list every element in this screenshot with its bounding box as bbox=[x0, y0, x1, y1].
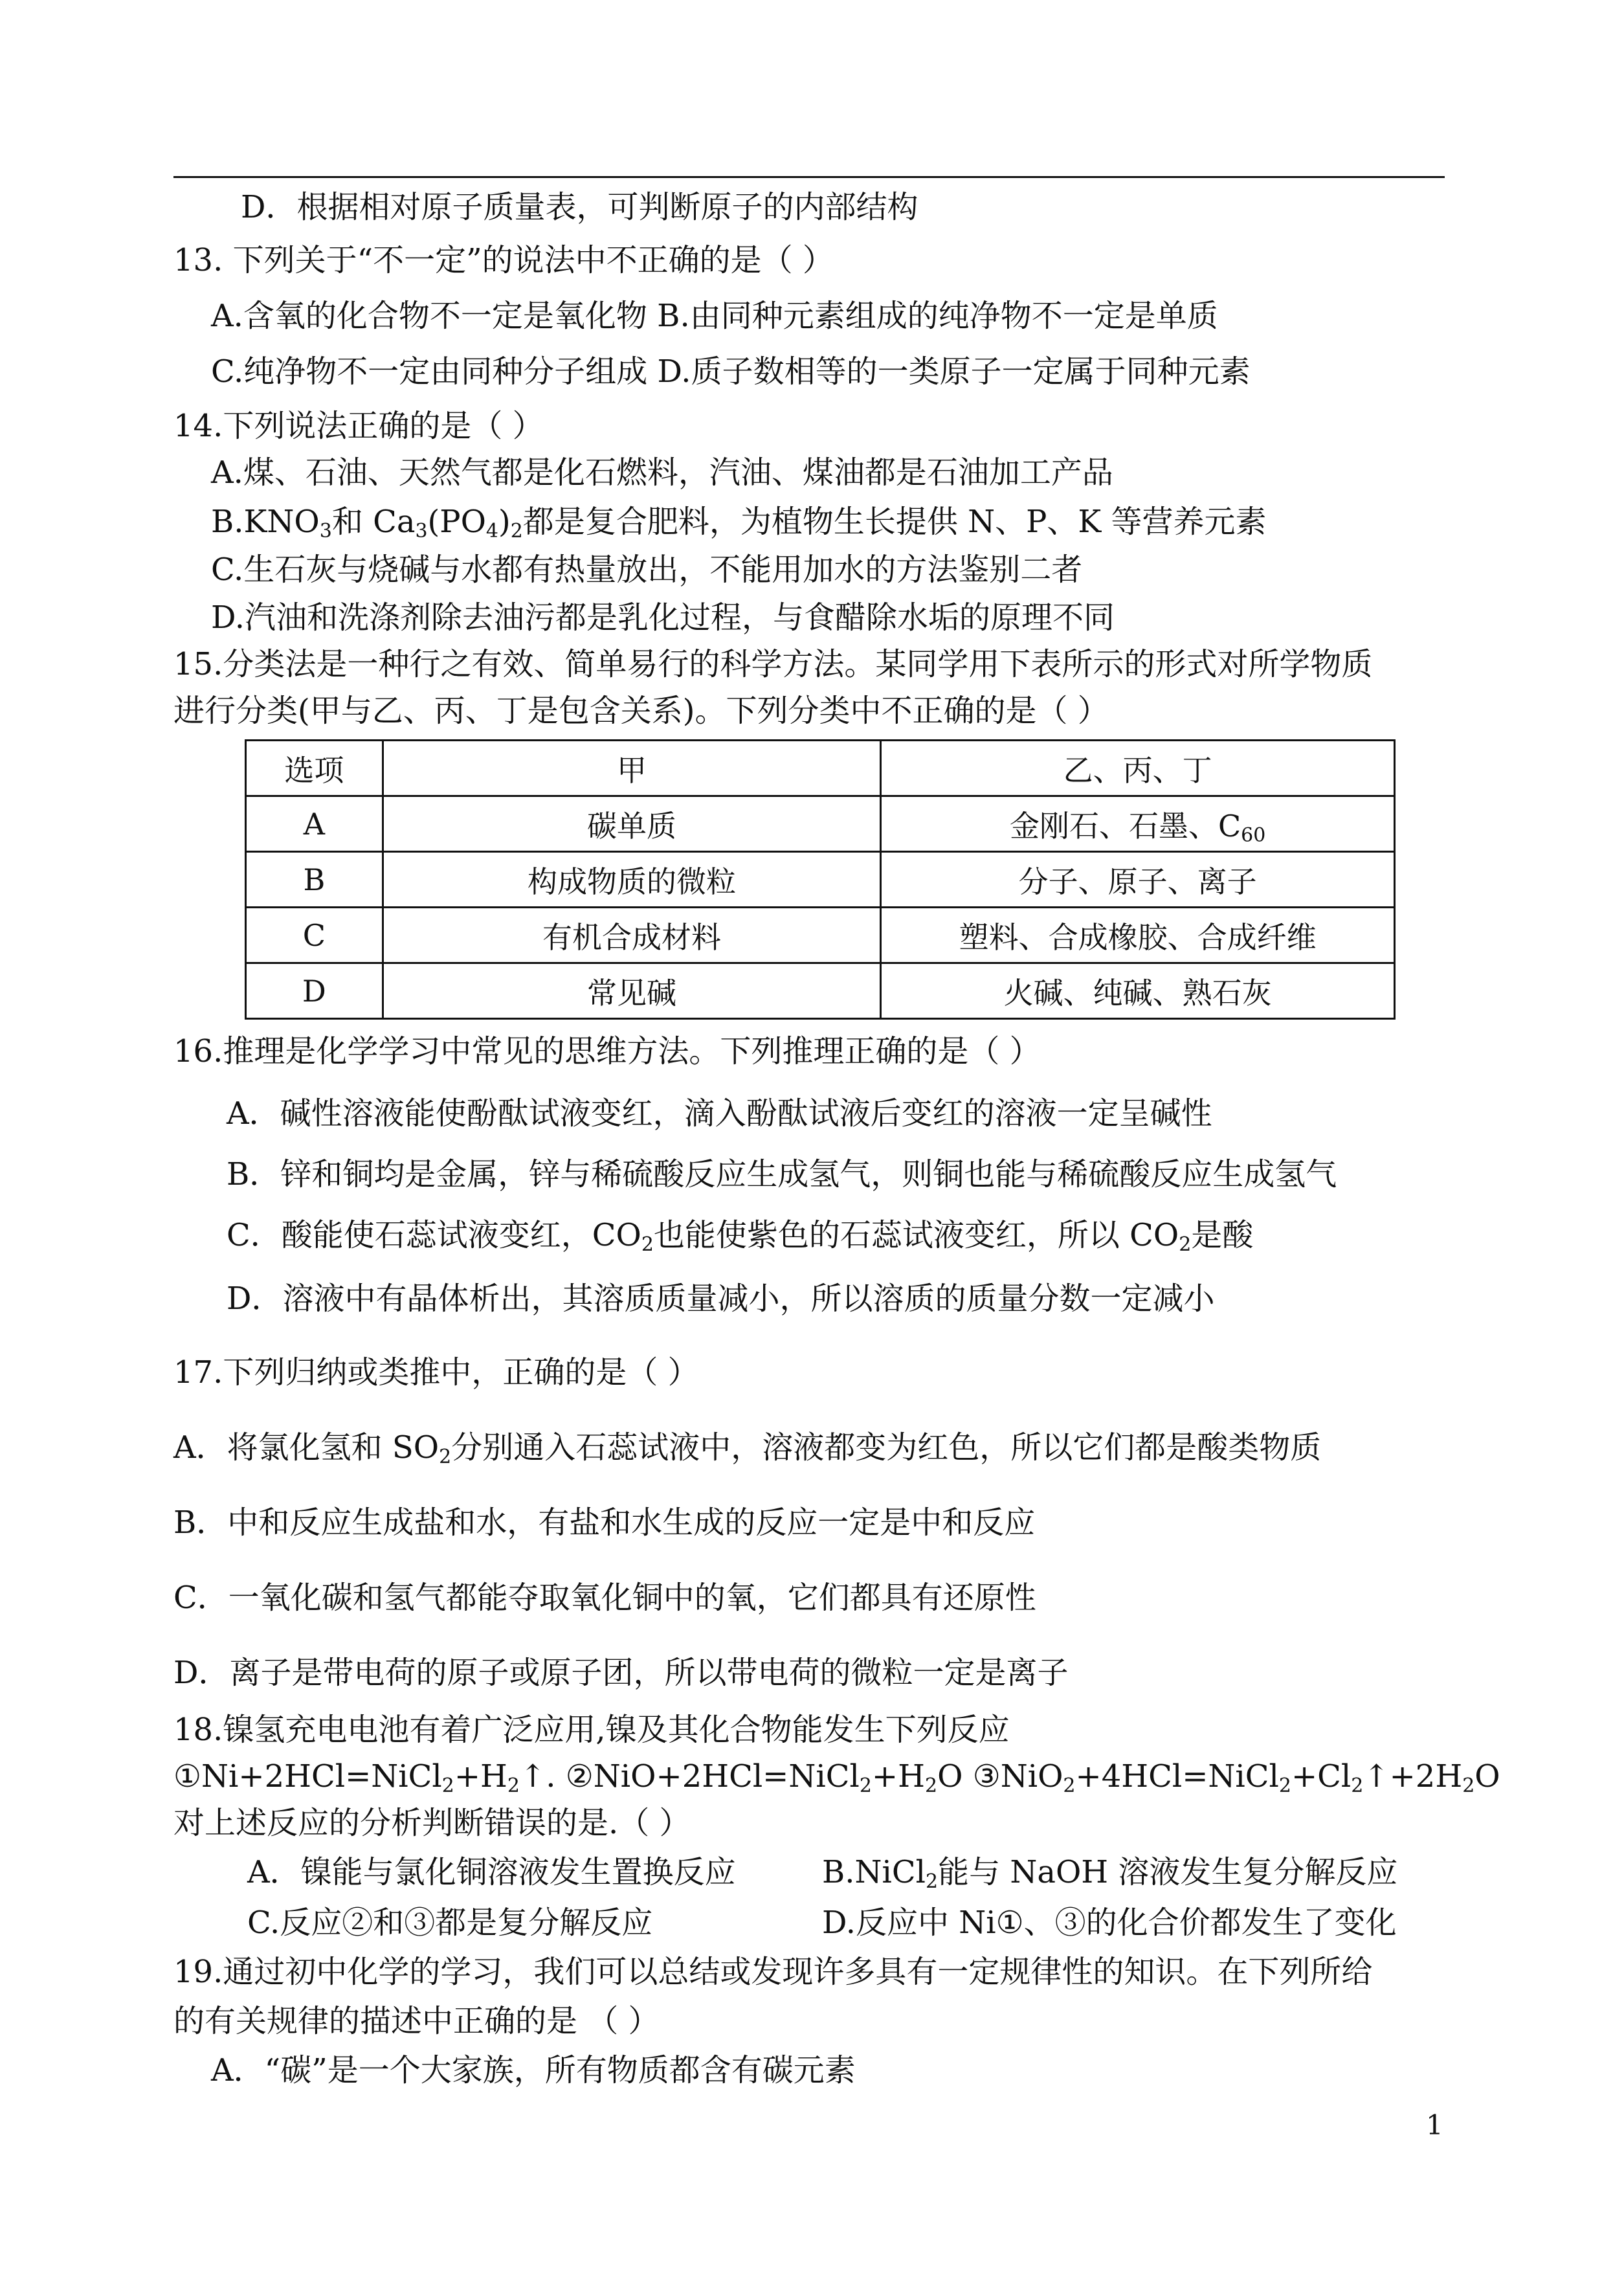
q17-option-c: C．一氧化碳和氢气都能夺取氧化铜中的氧，它们都具有还原性 bbox=[173, 1580, 1036, 1616]
table-cell-rest: 金刚石、石墨、$C_{60}$ bbox=[881, 796, 1395, 852]
table-cell-option: A bbox=[246, 796, 383, 852]
table-row bbox=[246, 852, 1395, 908]
q18-reactions: $①Ni+2HCl=NiCl_2+H_2↑$. $②NiO+2HCl=NiCl_2+H_2O$ $③NiO_2+4HCl=NiCl_2+Cl_2↑+2H_2O$ bbox=[173, 1758, 1500, 1797]
table-cell-jia: 常见碱 bbox=[383, 963, 881, 1019]
q19-option-a: A．“碳”是一个大家族，所有物质都含有碳元素 bbox=[211, 2052, 856, 2088]
q19-stem-line2: 的有关规律的描述中正确的是 （ ） bbox=[173, 2003, 660, 2039]
table-cell-rest: 分子、原子、离子 bbox=[881, 852, 1395, 908]
q16-option-d: D．溶液中有晶体析出，其溶质质量减小，所以溶质的质量分数一定减小 bbox=[227, 1281, 1215, 1317]
q18-option-b: B.NiCl$_2$能与 NaOH 溶液发生复分解反应 bbox=[822, 1854, 1398, 1893]
table-header-row bbox=[246, 741, 1395, 796]
q13-options-ab: A.含氧的化合物不一定是氧化物 B.由同种元素组成的纯净物不一定是单质 bbox=[211, 298, 1218, 334]
table-cell-jia: 有机合成材料 bbox=[383, 908, 881, 963]
table-cell-option: B bbox=[246, 852, 383, 908]
q12-option-d: D．根据相对原子质量表，可判断原子的内部结构 bbox=[241, 189, 918, 225]
table-header-option: 选项 bbox=[246, 741, 383, 796]
q15-stem-line2: 进行分类(甲与乙、丙、丁是包含关系)。下列分类中不正确的是（ ） bbox=[173, 693, 1109, 729]
table-cell-rest: 火碱、纯碱、熟石灰 bbox=[881, 963, 1395, 1019]
table-cell-option: C bbox=[246, 908, 383, 963]
classification-table bbox=[245, 739, 1396, 1020]
q18-option-d: D.反应中 Ni①、③的化合价都发生了变化 bbox=[822, 1905, 1397, 1941]
q17-option-a: A．将氯化氢和 $SO_2$分别通入石蕊试液中，溶液都变为红色，所以它们都是酸类物质 bbox=[173, 1429, 1322, 1468]
q16-option-a: A．碱性溶液能使酚酞试液变红，滴入酚酞试液后变红的溶液一定呈碱性 bbox=[227, 1095, 1212, 1132]
table-row bbox=[246, 963, 1395, 1019]
q13-options-cd: C.纯净物不一定由同种分子组成 D.质子数相等的一类原子一定属于同种元素 bbox=[211, 353, 1251, 390]
q18-option-c: C.反应②和③都是复分解反应 bbox=[247, 1905, 653, 1941]
q14-option-b: $B.KNO_3$和 $Ca_3(PO_4)_2$都是复合肥料，为植物生长提供 N、P、K 等营养元素 bbox=[211, 504, 1267, 542]
table-header-rest: 乙、丙、丁 bbox=[881, 741, 1395, 796]
header-rule bbox=[173, 176, 1445, 178]
q17-option-b: B．中和反应生成盐和水，有盐和水生成的反应一定是中和反应 bbox=[173, 1504, 1036, 1541]
table-header-jia: 甲 bbox=[383, 741, 881, 796]
q14-option-c: C.生石灰与烧碱与水都有热量放出，不能用加水的方法鉴别二者 bbox=[211, 552, 1083, 588]
q17-option-d: D．离子是带电荷的原子或原子团，所以带电荷的微粒一定是离子 bbox=[173, 1655, 1069, 1691]
q14-stem: 14.下列说法正确的是（ ） bbox=[173, 408, 544, 444]
q16-stem: 16.推理是化学学习中常见的思维方法。下列推理正确的是（ ） bbox=[173, 1033, 1041, 1069]
q15-stem-line1: 15.分类法是一种行之有效、简单易行的科学方法。某同学用下表所示的形式对所学物质 bbox=[173, 646, 1373, 682]
q13-stem: 13. 下列关于“不一定”的说法中不正确的是（ ） bbox=[173, 242, 834, 278]
q19-stem-line1: 19.通过初中化学的学习，我们可以总结或发现许多具有一定规律性的知识。在下列所给 bbox=[173, 1954, 1373, 1990]
table-cell-rest: 塑料、合成橡胶、合成纤维 bbox=[881, 908, 1395, 963]
q17-stem: 17.下列归纳或类推中，正确的是（ ） bbox=[173, 1354, 699, 1391]
q16-option-b: B．锌和铜均是金属，锌与稀硫酸反应生成氢气，则铜也能与稀硫酸反应生成氢气 bbox=[227, 1156, 1337, 1192]
table-cell-jia: 碳单质 bbox=[383, 796, 881, 852]
q14-option-a: A.煤、石油、天然气都是化石燃料，汽油、煤油都是石油加工产品 bbox=[211, 454, 1113, 491]
q18-stem: 18.镍氢充电电池有着广泛应用,镍及其化合物能发生下列反应 bbox=[173, 1712, 1010, 1748]
q18-option-a: A．镍能与氯化铜溶液发生置换反应 bbox=[247, 1854, 736, 1890]
q18-judgement: 对上述反应的分析判断错误的是.（ ） bbox=[173, 1805, 691, 1841]
q14-option-d: D.汽油和洗涤剂除去油污都是乳化过程，与食醋除水垢的原理不同 bbox=[211, 599, 1115, 636]
table-cell-option: D bbox=[246, 963, 383, 1019]
table-cell-jia: 构成物质的微粒 bbox=[383, 852, 881, 908]
page-number: 1 bbox=[1426, 2109, 1443, 2141]
table-row bbox=[246, 796, 1395, 852]
table-row bbox=[246, 908, 1395, 963]
q16-option-c: C．酸能使石蕊试液变红，$CO_2$也能使紫色的石蕊试液变红，所以 $CO_2$是酸 bbox=[227, 1217, 1254, 1256]
